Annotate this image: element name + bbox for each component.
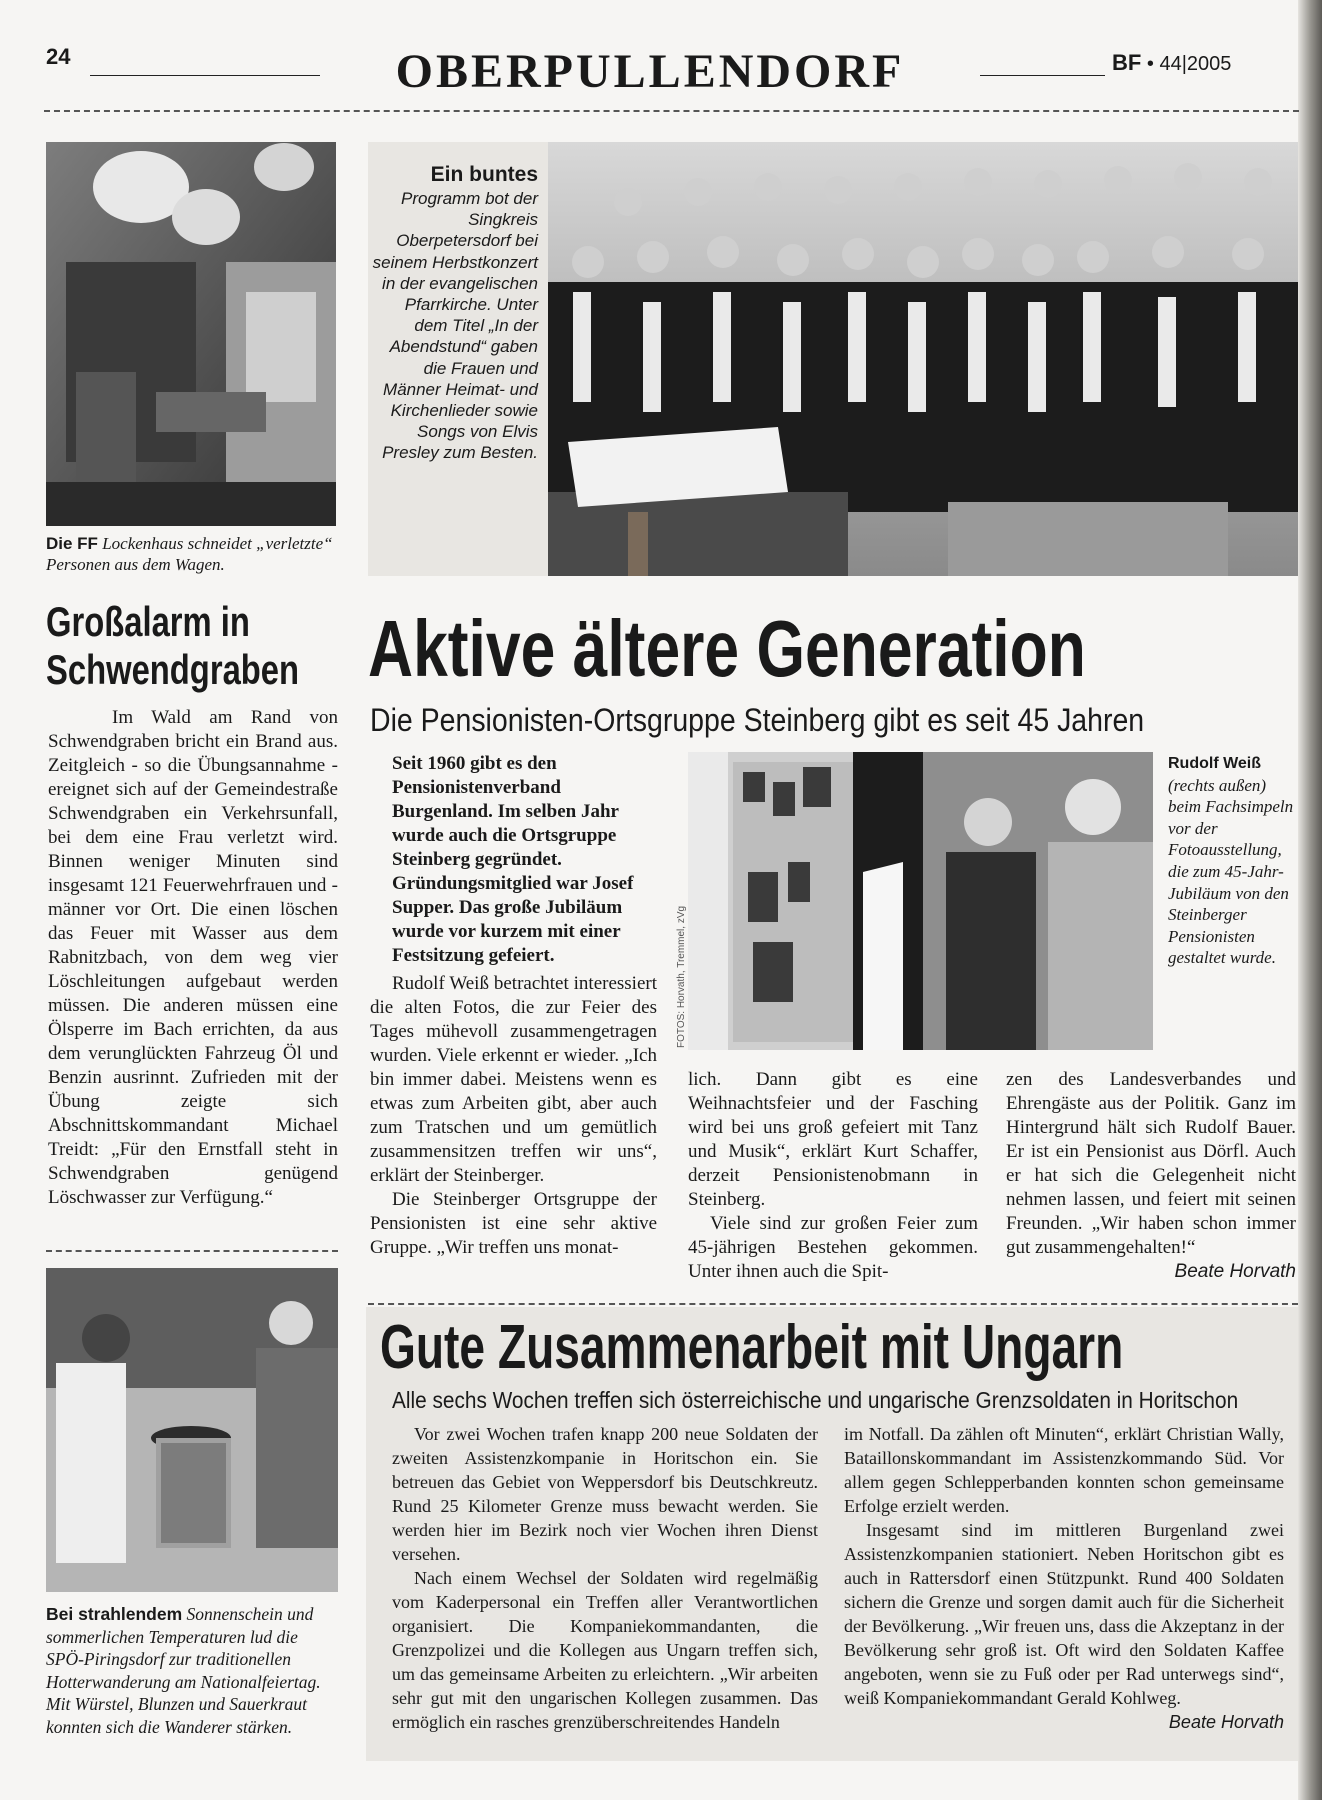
fire-brigade-image — [46, 142, 336, 526]
hungary-subheadline: Alle sechs Wochen treffen sich österreichische und ungarische Grenzsoldaten in Horitschon — [392, 1387, 1239, 1413]
fire-brigade-photo — [46, 142, 336, 526]
header-rule-left — [90, 75, 320, 76]
hiking-image — [46, 1268, 338, 1592]
hungary-top-divider — [368, 1303, 1298, 1305]
exhibition-caption — [1168, 752, 1296, 969]
hiking-photo — [46, 1268, 338, 1592]
header-dashed-divider — [44, 110, 1299, 112]
header-rule-right — [980, 75, 1105, 76]
choir-caption-text: Programm bot der Singkreis Oberpetersdorf bei seinem Herbstkonzert in der evangelischen Pfarrkirche. Unter dem Titel „In der Abendstund“ gaben die Frauen und Männer Heimat- und Kirchenlieder sowie Songs von Elvis Presley zum Besten. — [372, 189, 538, 463]
page-number: 24 — [46, 44, 71, 69]
main-col3 — [1006, 1068, 1296, 1284]
issue-info — [1112, 50, 1231, 76]
main-col1-p1: Rudolf Weiß betrachtet interessiert die alten Fotos, die zur Feier des Tages mühevoll zusammengetragen wurden. Viele erkennt er wieder. „Ich bin immer dabei. Meistens wenn es etwas zum Arbeiten gibt, aber auch zum Tratschen und um gemütlich zusammensitzen treffen wir uns“, erklärt der Steinberger. — [370, 973, 657, 1186]
hungary-col2-p2 — [844, 1518, 1284, 1732]
hungary-col1-p1: Vor zwei Wochen trafen knapp 200 neue Soldaten der zweiten Assistenzkompanie in Horitschon ein. Sie betreuen das Gebiet von Weppersdorf bis Deutschkreutz. Rund 25 Kilometer Grenze muss bewacht werden. Sie werden hier im Bezirk noch vier Wochen ihren Dienst versehen. — [392, 1424, 818, 1564]
hungary-headline: Gute Zusammenarbeit mit Ungarn — [380, 1313, 1124, 1382]
choir-caption — [372, 162, 538, 464]
main-col1-p2: Die Steinberger Ortsgruppe der Pensionisten ist eine sehr aktive Gruppe. „Wir treffen uns monat- — [370, 1189, 657, 1258]
hiking-caption-lead: Bei strahlendem — [46, 1604, 183, 1624]
alarm-headline-line2: Schwendgraben — [46, 646, 300, 693]
fire-brigade-caption — [46, 533, 338, 575]
alarm-headline — [46, 598, 299, 694]
section-title: OBERPULLENDORF — [395, 45, 905, 98]
hungary-col1 — [392, 1422, 818, 1734]
hungary-col2-text: Insgesamt sind im mittleren Burgenland zwei Assistenzkompanien stationiert. Neben Horitschon gibt es auch in Rattersdorf einen Stützpunkt. Rund 400 Soldaten sichern die Grenze und sorgen damit auch für die Sicherheit der Bevölkerung. „Wir freuen uns, dass die Akzeptanz in der Bevölkerung sehr groß ist. Oft wird den Soldaten Kaffee angeboten, wenn sie zu Fuß oder per Rad unterwegs sind“, weiß Kompaniekommandant Gerald Kohlweg. — [844, 1520, 1284, 1708]
hungary-col1-p2: Nach einem Wechsel der Soldaten wird regelmäßig vom Kaderpersonal ein Treffen aller Verantwortlichen organisiert. Die Kompaniekommandanten, die Grenzpolizei und die Kollegen aus Ungarn treffen sich, um das gemeinsame Arbeiten zu erleichtern. „Wir arbeiten sehr gut mit den ungarischen Kollegen zusammen. Das ermöglich ein rasches grenzüberschreitendes Handeln — [392, 1568, 818, 1732]
exhibition-photo — [688, 752, 1153, 1050]
hungary-col2-p1: im Notfall. Da zählen oft Minuten“, erklärt Christian Wally, Bataillonskommandant im Assistenzkommando Süd. Vor allem gegen Schlepperbanden konnten schon gemeinsame Erfolge erzielt werden. — [844, 1424, 1284, 1516]
exhibition-image — [688, 752, 1153, 1050]
main-headline: Aktive ältere Generation — [368, 604, 1086, 693]
choir-image — [548, 142, 1298, 576]
hiking-caption — [46, 1603, 338, 1738]
alarm-headline-line1: Großalarm in — [46, 598, 250, 645]
main-col2-p1: lich. Dann gibt es eine Weihnachtsfeier und der Fasching wird bei uns groß gefeiert mit Tanz und Musik“, erklärt Kurt Schaffer, derzeit Pensionistenobmann in Steinberg. — [688, 1069, 978, 1210]
choir-caption-title: Ein buntes — [430, 163, 538, 186]
fire-brigade-caption-text: Lockenhaus schneidet „verletzte“ Personen aus dem Wagen. — [46, 534, 333, 574]
choir-photo — [548, 142, 1298, 576]
main-subheadline: Die Pensionisten-Ortsgruppe Steinberg gibt es seit 45 Jahren — [370, 702, 1145, 738]
main-col1 — [370, 972, 657, 1260]
exhibition-caption-lead: Rudolf Weiß — [1168, 755, 1262, 772]
main-lead: Seit 1960 gibt es den Pensionistenverband Burgenland. Im selben Jahr wurde auch die Ortsgruppe Steinberg gegründet. Gründungsmitglied war Josef Supper. Das große Jubiläum wurde vor kurzem mit einer Festsitzung gefeiert. — [392, 753, 634, 966]
hungary-col2 — [844, 1422, 1284, 1734]
main-author: Beate Horvath — [1174, 1261, 1296, 1282]
alarm-body: Im Wald am Rand von Schwendgraben bricht ein Brand aus. Zeitgleich - so die Übungsannahme - ereignet sich auf der Gemeindestraße Schwendgraben ein Verkehrsunfall, bei dem eine Frau verletzt wird. Binnen weniger Minuten sind insgesamt 121 Feuerwehrfrauen und -männer vor Ort. Die einen löschen das Feuer mit Wasser aus dem Rabnitzbach, von dem weg vier Löschleitungen aufgebaut werden müssen. Die anderen müssen eine Ölsperre im Bach errichten, da aus dem verunglückten Fahrzeug Öl und Benzin ausrinnt. Zufrieden mit der Übung zeigte sich Abschnittskommandant Michael Treidt: „Für den Ernstfall steht in Schwendgraben genügend Löschwasser zur Verfügung.“ — [48, 707, 338, 1208]
page-fold-shadow — [1298, 0, 1322, 1800]
fire-brigade-caption-lead: Die FF — [46, 534, 98, 553]
main-col3-text: zen des Landesverbandes und Ehrengäste aus der Politik. Ganz im Hintergrund hält sich Rudolf Bauer. Er ist ein Pensionist aus Dörfl. Auch er hat sich die Gelegenheit nicht nehmen lassen, und feiert mit seinen Freunden. „Wir haben schon immer gut zusammengehalten!“ — [1006, 1069, 1296, 1258]
main-col2 — [688, 1068, 978, 1284]
main-col2-p2: Viele sind zur großen Feier zum 45-jährigen Bestehen gekommen. Unter ihnen auch die Spit- — [688, 1213, 978, 1282]
hiking-caption-text: Sonnenschein und sommerlichen Temperaturen lud die SPÖ-Piringsdorf zur traditionellen Hotterwanderung am Nationalfeiertag. Mit Würstel, Blunzen und Sauerkraut konnten sich die Wanderer stärken. — [46, 1604, 321, 1737]
issue-number: • 44|2005 — [1146, 53, 1232, 75]
left-column-divider — [46, 1250, 338, 1252]
exhibition-caption-text: (rechts außen) beim Fachsimpeln vor der Fotoausstellung, die zum 45-Jahr-Jubiläum von den Steinberger Pensionisten gestaltet wurde. — [1168, 775, 1294, 968]
photo-credit: FOTOS: Horvath, Tremmel, zVg — [676, 905, 687, 1048]
brand-logo: BF — [1112, 50, 1142, 75]
hungary-author: Beate Horvath — [1168, 1712, 1284, 1732]
